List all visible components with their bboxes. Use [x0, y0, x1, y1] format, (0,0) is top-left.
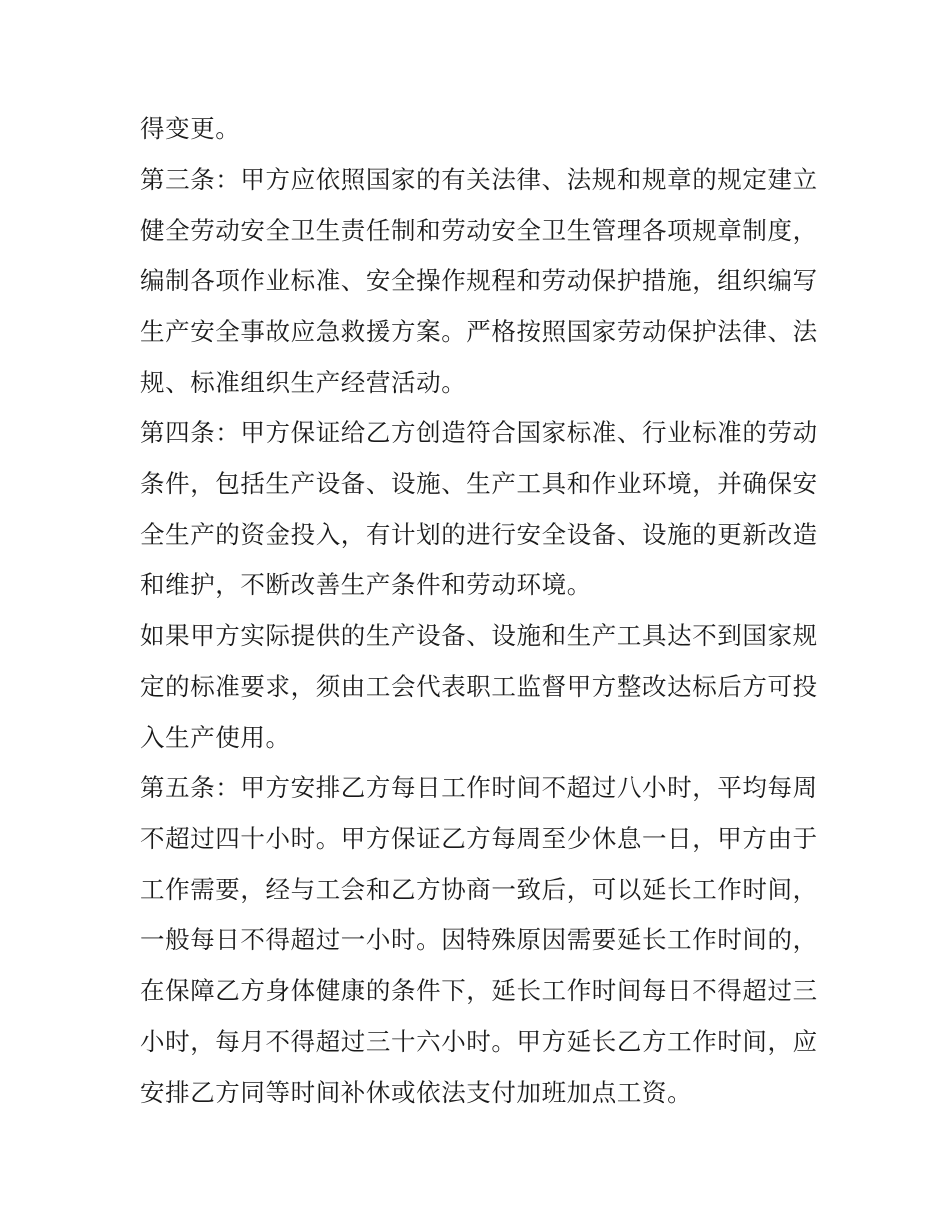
text-line: 入生产使用。	[140, 723, 291, 752]
text-line: 健全劳动安全卫生责任制和劳动安全卫生管理各项规章制度，	[140, 216, 818, 245]
text-line: 规、标准组织生产经营活动。	[140, 368, 467, 397]
text-line: 编制各项作业标准、安全操作规程和劳动保护措施，组织编写	[140, 266, 818, 295]
text-line: 定的标准要求，须由工会代表职工监督甲方整改达标后方可投	[140, 672, 818, 701]
text-line: 全生产的资金投入，有计划的进行安全设备、设施的更新改造	[140, 520, 818, 549]
text-line: 条件，包括生产设备、设施、生产工具和作业环境，并确保安	[140, 469, 818, 498]
text-line: 不超过四十小时。甲方保证乙方每周至少休息一日，甲方由于	[140, 824, 818, 853]
text-line: 如果甲方实际提供的生产设备、设施和生产工具达不到国家规	[140, 621, 818, 650]
text-line: 第五条：甲方安排乙方每日工作时间不超过八小时，平均每周	[140, 773, 818, 802]
text-line: 工作需要，经与工会和乙方协商一致后，可以延长工作时间，	[140, 875, 818, 904]
text-line: 第四条：甲方保证给乙方创造符合国家标准、行业标准的劳动	[140, 418, 818, 447]
text-line: 安排乙方同等时间补休或依法支付加班加点工资。	[140, 1078, 693, 1107]
text-line: 在保障乙方身体健康的条件下，延长工作时间每日不得超过三	[140, 976, 818, 1005]
text-line: 生产安全事故应急救援方案。严格按照国家劳动保护法律、法	[140, 317, 818, 346]
text-line: 第三条：甲方应依照国家的有关法律、法规和规章的规定建立	[140, 165, 818, 194]
text-line: 小时，每月不得超过三十六小时。甲方延长乙方工作时间，应	[140, 1027, 818, 1056]
text-line: 得变更。	[140, 114, 241, 143]
text-line: 一般每日不得超过一小时。因特殊原因需要延长工作时间的，	[140, 925, 818, 954]
text-line: 和维护，不断改善生产条件和劳动环境。	[140, 570, 592, 599]
